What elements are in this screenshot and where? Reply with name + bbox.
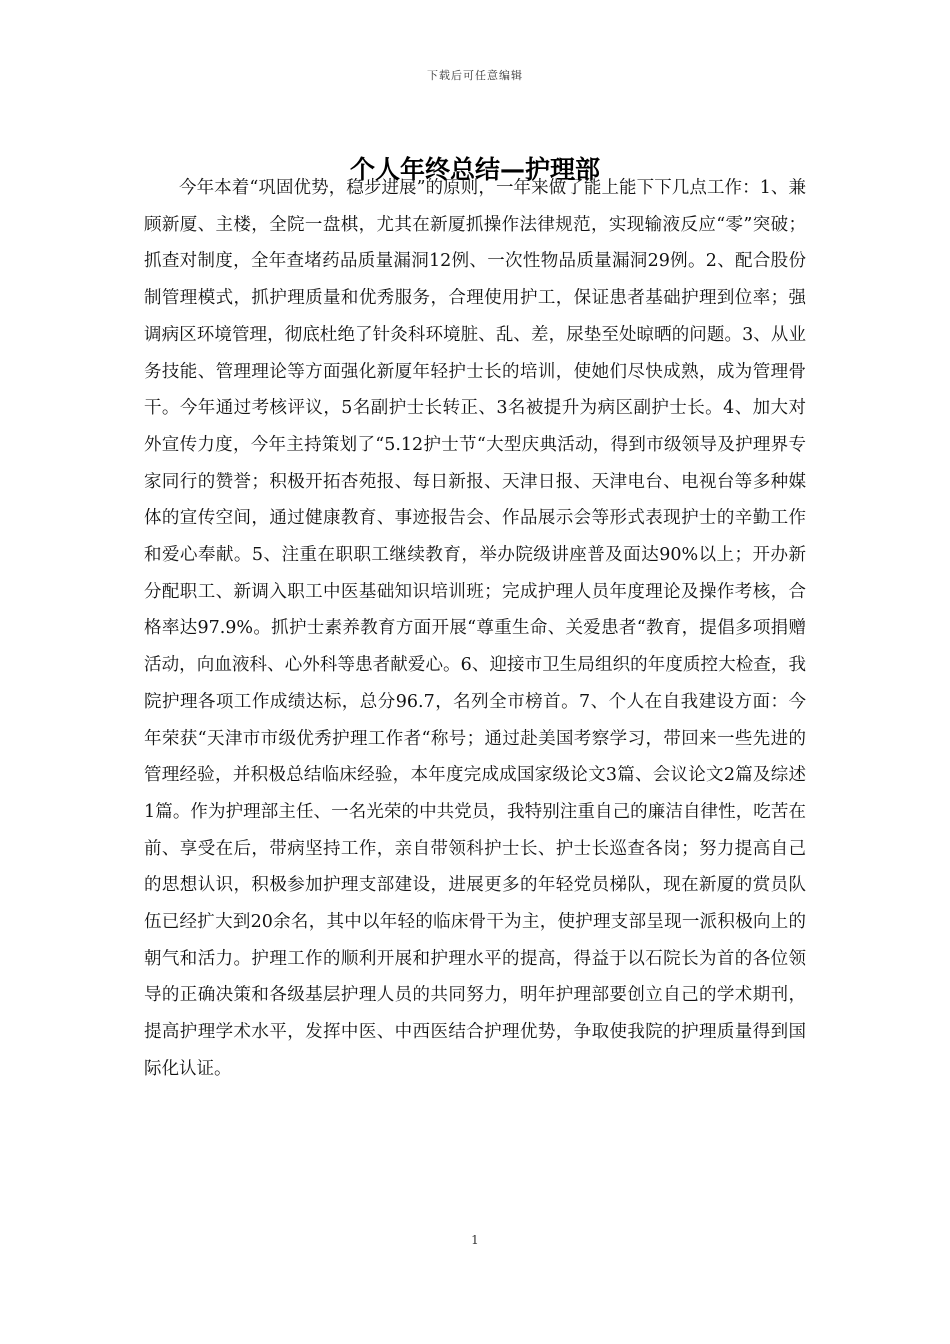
document-title: 个人年终总结—护理部 bbox=[349, 155, 600, 184]
page-number: 1 bbox=[471, 1233, 479, 1247]
page-header: 下载后可任意编辑 bbox=[427, 69, 523, 82]
body-paragraph: 今年本着“巩固优势，稳步进展”的原则，一年来做了能上能下下几点工作：1、兼顾新厦、主楼，全院一盘棋，尤其在新厦抓操作法律规范，实现输液反应“零”突破；抓查对制度，全年查堵药品质量漏洞12例、一次性物品质量漏洞29例。2、配合股份制管理模式，抓护理质量和优秀服务，合理使用护工，保证患者基础护理到位率；强调病区环境管理，彻底杜绝了针灸科环境脏、乱、差，尿垫至处晾晒的问题。3、从业务技能、管理理论等方面强化新厦年轻护士长的培训，使她们尽快成熟，成为管理骨干。今年通过考核评议，5名副护士长转正、3名被提升为病区副护士长。4、加大对外宣传力度，今年主持策划了“5.12护士节“大型庆典活动，得到市级领导及护理界专家同行的赞誉；积极开拓杏苑报、每日新报、天津日报、天津电台、电视台等多种媒体的宣传空间，通过健康教育、事迹报告会、作品展示会等形式表现护士的辛勤工作和爱心奉献。5、注重在职职工继续教育，举办院级讲座普及面达90%以上；开办新分配职工、新调入职工中医基础知识培训班；完成护理人员年度理论及操作考核，合格率达97.9%。抓护士素养教育方面开展“尊重生命、关爱患者“教育，提倡多项捐赠活动，向血液科、心外科等患者献爱心。6、迎接市卫生局组织的年度质控大检查，我院护理各项工作成绩达标，总分96.7，名列全市榜首。7、个人在自我建设方面：今年荣获“天津市市级优秀护理工作者“称号；通过赴美国考察学习，带回来一些先进的管理经验，并积极总结临床经验，本年度完成成国家级论文3篇、会议论文2篇及综述1篇。作为护理部主任、一名光荣的中共党员，我特别注重自己的廉洁自律性，吃苦在前、享受在后，带病坚持工作，亲自带领科护士长、护士长巡查各岗；努力提高自己的思想认识，积极参加护理支部建设，进展更多的年轻党员梯队，现在新厦的赏员队伍已经扩大到20余名，其中以年轻的临床骨干为主，使护理支部呈现一派积极向上的朝气和活力。护理工作的顺利开展和护理水平的提高，得益于以石院长为首的各位领导的正确决策和各级基层护理人员的共同努力，明年护理部要创立自己的学术期刊，提高护理学术水平，发挥中医、中西医结合护理优势，争取使我院的护理质量得到国际化认证。 bbox=[144, 178, 806, 1079]
